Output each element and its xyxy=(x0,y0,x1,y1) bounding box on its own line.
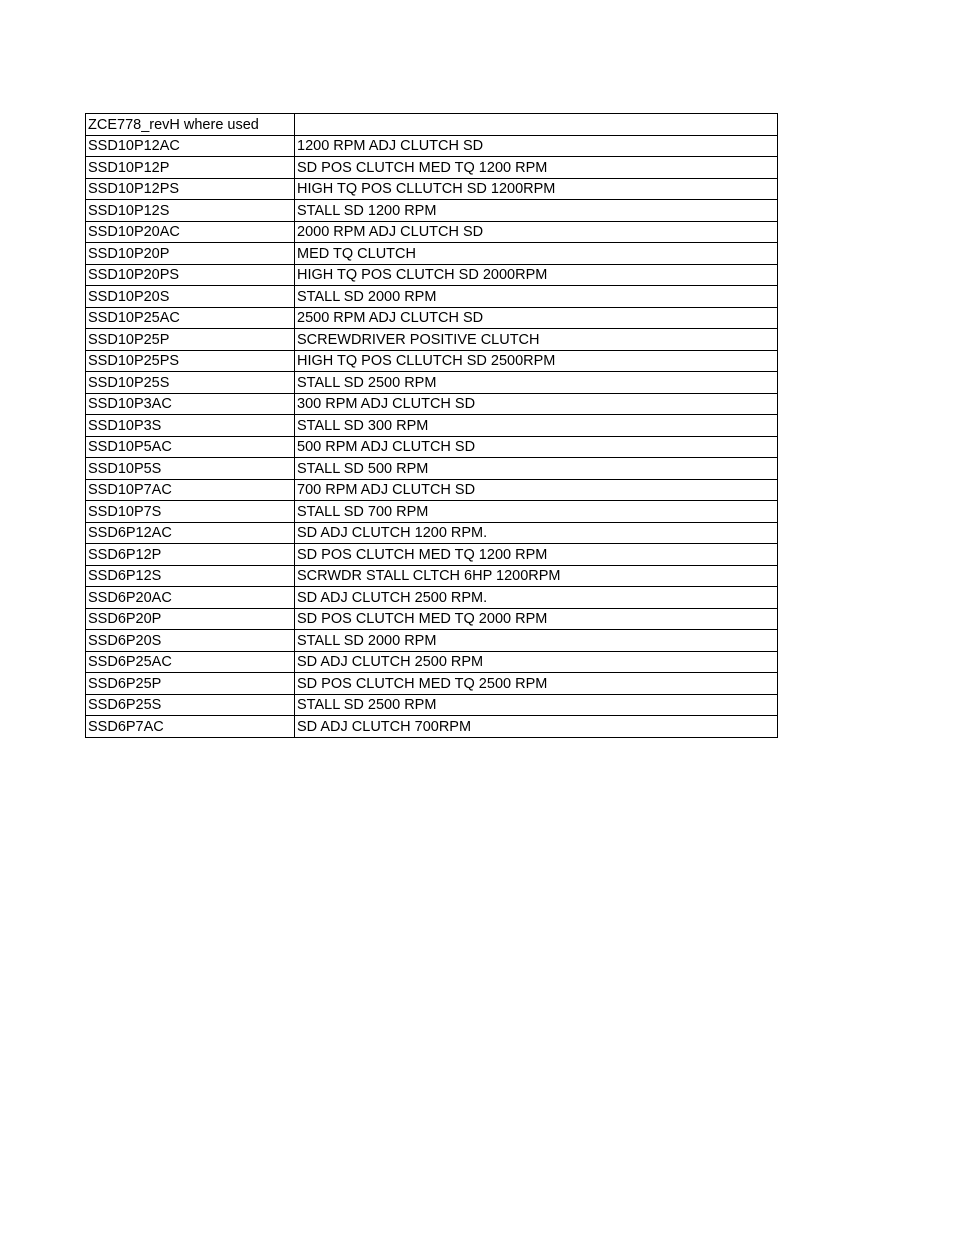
part-number-cell: SSD6P12P xyxy=(86,544,295,566)
description-cell: SD POS CLUTCH MED TQ 2000 RPM xyxy=(295,608,778,630)
description-cell: STALL SD 2000 RPM xyxy=(295,286,778,308)
table-row xyxy=(86,135,778,157)
table-row xyxy=(86,286,778,308)
part-number-cell: SSD10P12S xyxy=(86,200,295,222)
table-row xyxy=(86,415,778,437)
description-cell: SCREWDRIVER POSITIVE CLUTCH xyxy=(295,329,778,351)
description-cell: 300 RPM ADJ CLUTCH SD xyxy=(295,393,778,415)
part-number-cell: SSD6P20P xyxy=(86,608,295,630)
description-cell: SD POS CLUTCH MED TQ 1200 RPM xyxy=(295,157,778,179)
description-cell: SD POS CLUTCH MED TQ 1200 RPM xyxy=(295,544,778,566)
description-cell: SD ADJ CLUTCH 2500 RPM. xyxy=(295,587,778,609)
part-number-cell: SSD6P12S xyxy=(86,565,295,587)
description-cell: MED TQ CLUTCH xyxy=(295,243,778,265)
description-cell: SD POS CLUTCH MED TQ 2500 RPM xyxy=(295,673,778,695)
part-number-cell: SSD10P3AC xyxy=(86,393,295,415)
table-row xyxy=(86,157,778,179)
part-number-cell: SSD10P12P xyxy=(86,157,295,179)
description-cell: STALL SD 2500 RPM xyxy=(295,694,778,716)
table-row xyxy=(86,716,778,738)
part-number-cell: SSD10P7S xyxy=(86,501,295,523)
table-row xyxy=(86,264,778,286)
description-cell: STALL SD 2500 RPM xyxy=(295,372,778,394)
description-cell: HIGH TQ POS CLUTCH SD 2000RPM xyxy=(295,264,778,286)
part-number-cell: SSD10P20AC xyxy=(86,221,295,243)
part-number-cell: SSD10P25AC xyxy=(86,307,295,329)
description-cell: 700 RPM ADJ CLUTCH SD xyxy=(295,479,778,501)
table-row xyxy=(86,694,778,716)
part-number-cell: SSD10P20S xyxy=(86,286,295,308)
header-cell-part: ZCE778_revH where used xyxy=(86,114,295,136)
table-body xyxy=(86,114,778,738)
description-cell: HIGH TQ POS CLLUTCH SD 1200RPM xyxy=(295,178,778,200)
part-number-cell: SSD10P3S xyxy=(86,415,295,437)
description-cell: SD ADJ CLUTCH 1200 RPM. xyxy=(295,522,778,544)
part-number-cell: SSD10P25PS xyxy=(86,350,295,372)
part-number-cell: SSD10P5S xyxy=(86,458,295,480)
table-row xyxy=(86,436,778,458)
part-number-cell: SSD6P7AC xyxy=(86,716,295,738)
description-cell: STALL SD 300 RPM xyxy=(295,415,778,437)
description-cell: HIGH TQ POS CLLUTCH SD 2500RPM xyxy=(295,350,778,372)
table-row xyxy=(86,329,778,351)
table-row xyxy=(86,221,778,243)
description-cell: 2500 RPM ADJ CLUTCH SD xyxy=(295,307,778,329)
part-number-cell: SSD10P12AC xyxy=(86,135,295,157)
description-cell: 1200 RPM ADJ CLUTCH SD xyxy=(295,135,778,157)
part-number-cell: SSD6P25S xyxy=(86,694,295,716)
description-cell: SD ADJ CLUTCH 2500 RPM xyxy=(295,651,778,673)
table-row xyxy=(86,458,778,480)
part-number-cell: SSD10P20PS xyxy=(86,264,295,286)
where-used-table xyxy=(85,113,778,738)
part-number-cell: SSD10P12PS xyxy=(86,178,295,200)
table-row xyxy=(86,393,778,415)
table-row xyxy=(86,608,778,630)
part-number-cell: SSD6P12AC xyxy=(86,522,295,544)
part-number-cell: SSD10P25S xyxy=(86,372,295,394)
table-row xyxy=(86,522,778,544)
table-row xyxy=(86,544,778,566)
table-row xyxy=(86,178,778,200)
table-row xyxy=(86,587,778,609)
description-cell: SCRWDR STALL CLTCH 6HP 1200RPM xyxy=(295,565,778,587)
part-number-cell: SSD6P20S xyxy=(86,630,295,652)
header-cell-description xyxy=(295,114,778,136)
part-number-cell: SSD10P7AC xyxy=(86,479,295,501)
table-row xyxy=(86,200,778,222)
table-row xyxy=(86,630,778,652)
table-row xyxy=(86,673,778,695)
part-number-cell: SSD10P20P xyxy=(86,243,295,265)
description-cell: STALL SD 1200 RPM xyxy=(295,200,778,222)
description-cell: 500 RPM ADJ CLUTCH SD xyxy=(295,436,778,458)
description-cell: STALL SD 700 RPM xyxy=(295,501,778,523)
description-cell: STALL SD 500 RPM xyxy=(295,458,778,480)
description-cell: SD ADJ CLUTCH 700RPM xyxy=(295,716,778,738)
table-row xyxy=(86,479,778,501)
part-number-cell: SSD6P25P xyxy=(86,673,295,695)
table-row xyxy=(86,243,778,265)
part-number-cell: SSD10P25P xyxy=(86,329,295,351)
table-row xyxy=(86,372,778,394)
part-number-cell: SSD6P25AC xyxy=(86,651,295,673)
part-number-cell: SSD6P20AC xyxy=(86,587,295,609)
table-row xyxy=(86,565,778,587)
description-cell: 2000 RPM ADJ CLUTCH SD xyxy=(295,221,778,243)
description-cell: STALL SD 2000 RPM xyxy=(295,630,778,652)
part-number-cell: SSD10P5AC xyxy=(86,436,295,458)
header-row xyxy=(86,114,778,136)
table-row xyxy=(86,307,778,329)
table-row xyxy=(86,651,778,673)
table-row xyxy=(86,350,778,372)
table-row xyxy=(86,501,778,523)
